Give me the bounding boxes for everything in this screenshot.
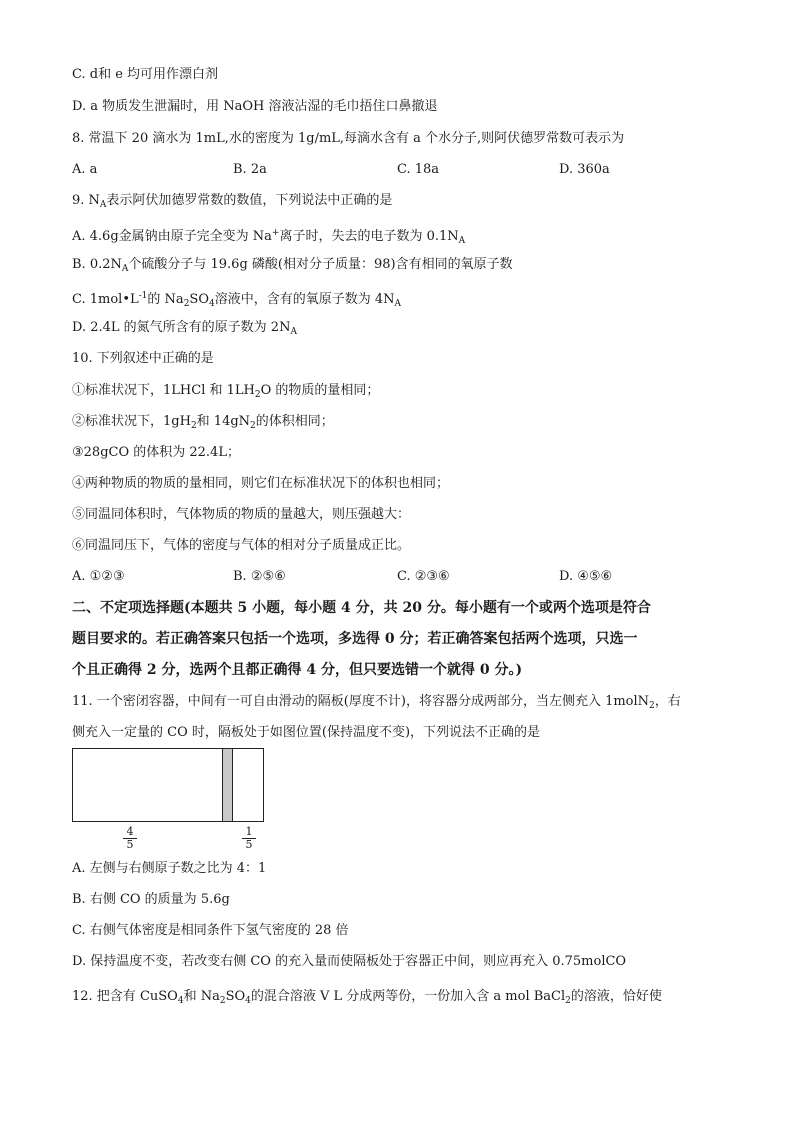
q10-option-c: C. ②③⑥: [397, 569, 450, 584]
q8-option-d: D. 360a: [559, 162, 610, 177]
q9-option-d: D. 2.4L 的氮气所含有的原子数为 $2N_A$: [72, 320, 297, 337]
question-8: 8. 常温下 20 滴水为 1mL,水的密度为 1g/mL,每滴水含有 a 个水分子,则阿伏德罗常数可表示为: [72, 131, 625, 146]
container-diagram: [72, 748, 264, 822]
q10-statement-1: ①标准状况下，1LHCl 和 $1LH_2O$ 的物质的量相同；: [72, 383, 380, 400]
question-9: 9. $N_A$表示阿伏加德罗常数的数值，下列说法中正确的是: [72, 193, 393, 210]
section-2-heading-line3: 个且正确得 2 分，选两个且都正确得 4 分，但只要选错一个就得 0 分。): [72, 662, 523, 678]
option-c-q7: C. d和 e 均可用作漂白剂: [72, 67, 219, 82]
question-11-line2: 侧充入一定量的 CO 时，隔板处于如图位置(保持温度不变)，下列说法不正确的是: [72, 725, 541, 740]
question-12: 12. 把含有 CuSO$_4$和 $Na_2SO_4$的混合溶液 V L 分成两等份，一份加入含 a mol BaCl$_2$的溶液，恰好使: [72, 989, 662, 1006]
fraction-left: $\frac{4}{5}$: [123, 826, 137, 851]
sliding-partition: [222, 749, 233, 821]
option-d-q7: D. a 物质发生泄漏时，用 NaOH 溶液沾湿的毛巾捂住口鼻撤退: [72, 99, 438, 114]
fraction-right: $\frac{1}{5}$: [242, 826, 256, 851]
question-11: 11. 一个密闭容器，中间有一可自由滑动的隔板(厚度不计)，将容器分成两部分，当左侧充入 1molN$_2$，右: [72, 694, 681, 711]
q8-option-c: C. 18a: [397, 162, 440, 177]
q9-option-b: B. $0.2N_A$个硫酸分子与 19.6g 磷酸(相对分子质量：98)含有相同的氧原子数: [72, 257, 513, 274]
q10-option-a: A. ①②③: [72, 569, 125, 584]
q10-option-d: D. ④⑤⑥: [559, 569, 613, 584]
q9-option-c: C. $1mol•L^{-1}$的 $Na_2SO_4$溶液中，含有的氧原子数为 $4N_A$: [72, 291, 402, 309]
q8-option-b: B. 2a: [233, 162, 267, 177]
q11-option-a: A. 左侧与右侧原子数之比为 4：1: [72, 861, 267, 876]
q10-statement-6: ⑥同温同压下，气体的密度与气体的相对分子质量成正比。: [72, 538, 411, 553]
q10-statement-4: ④两种物质的物质的量相同，则它们在标准状况下的体积也相同；: [72, 476, 450, 491]
q10-statement-3: ③28gCO 的体积为 22.4L；: [72, 445, 240, 460]
section-2-heading: 二、不定项选择题(本题共 5 小题，每小题 4 分，共 20 分。每小题有一个或两个选项是符合: [72, 600, 651, 616]
question-10: 10. 下列叙述中正确的是: [72, 351, 214, 366]
section-2-heading-line2: 题目要求的。若正确答案只包括一个选项，多选得 0 分；若正确答案包括两个选项，只选一: [72, 631, 638, 647]
q11-option-d: D. 保持温度不变，若改变右侧 CO 的充入量而使隔板处于容器正中间，则应再充入 0.75molCO: [72, 954, 627, 969]
q11-option-c: C. 右侧气体密度是相同条件下氢气密度的 28 倍: [72, 923, 349, 938]
q10-option-b: B. ②⑤⑥: [233, 569, 286, 584]
q11-option-b: B. 右侧 CO 的质量为 5.6g: [72, 892, 230, 907]
q8-option-a: A. a: [72, 162, 98, 177]
q10-statement-2: ②标准状况下，$1gH_2$和 $14gN_2$的体积相同；: [72, 414, 334, 431]
q9-option-a: A. 4.6g金属钠由原子完全变为 Na+离子时，失去的电子数为 $0.1N_A$: [72, 228, 466, 246]
q10-statement-5: ⑤同温同体积时，气体物质的物质的量越大，则压强越大：: [72, 507, 411, 522]
